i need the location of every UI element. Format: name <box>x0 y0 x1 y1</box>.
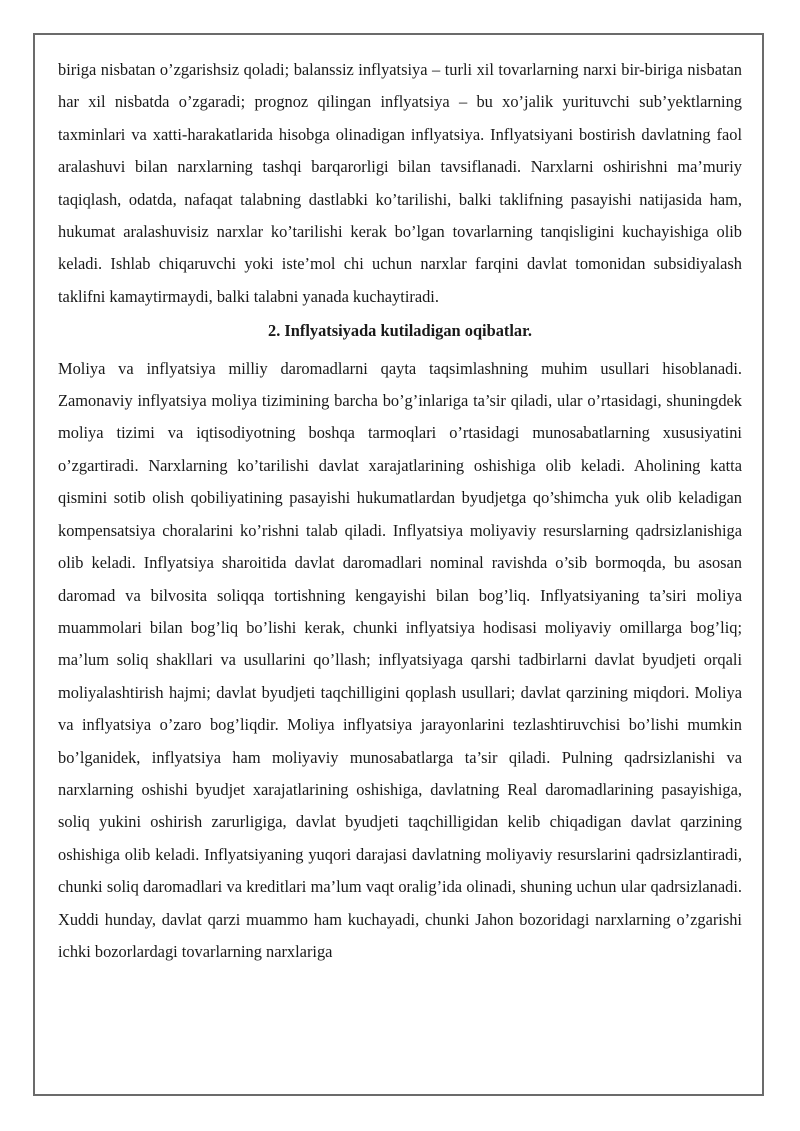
paragraph: biriga nisbatan o’zgarishsiz qoladi; balanssiz inflyatsiya – turli xil tovarlarning narxi bir-biriga nisbatan har xil nisbatda o’zgaradi; prognoz qilingan inflyatsiya – bu xo’jalik yurituvchi sub’yektlarning taxminlari va xatti-harakatlarida hisobga olinadigan inflyatsiya. Inflyatsiyani bostirish davlatning faol aralashuvi bilan narxlarning tashqi barqarorligi bilan tavsiflanadi. Narxlarni oshirishni ma’muriy taqiqlash, odatda, nafaqat talabning dastlabki ko’tarilishi, balki taklifning pasayishi natijasida ham, hukumat aralashuvisiz narxlar ko’tarilishi kerak bo’lgan tovarlarning tanqisligini kuchayishiga olib keladi. Ishlab chiqaruvchi yoki iste’mol chi uchun narxlar farqini davlat tomonidan subsidiyalash taklifni kamaytirmaydi, balki talabni yanada kuchaytiradi. <box>58 60 742 306</box>
section-heading: 2. Inflyatsiyada kutiladigan oqibatlar. <box>268 321 532 341</box>
paragraph: Moliya va inflyatsiya milliy daromadlarni qayta taqsimlashning muhim usullari hisoblanadi. Zamonaviy inflyatsiya moliya tizimining barcha bo’g’inlariga ta’sir qiladi, ular o’rtasidagi, shuningdek moliya tizimi va iqtisodiyotning boshqa tarmoqlari o’rtasidagi munosabatlarning xususiyatini o’zgartiradi. Narxlarning ko’tarilishi davlat xarajatlarining oshishiga olib keladi. Aholining katta qismini sotib olish qobiliyatining pasayishi hukumatlardan byudjetga qo’shimcha yuk olib keladigan kompensatsiya choralarini ko’rishni talab qiladi. Inflyatsiya moliyaviy resurslarning qadrsizlanishiga olib keladi. Inflyatsiya sharoitida davlat daromadlari nominal ravishda o’sib bormoqda, bu asosan daromad va bilvosita soliqqa tortishning kengayishi bilan bog’liq. Inflyatsiyaning ta’siri moliya muammolari bilan bog’liq bo’lishi kerak, chunki inflyatsiya hodisasi moliyaviy omillarga bog’liq; ma’lum soliq shakllari va usullarini qo’llash; inflyatsiyaga qarshi tadbirlarni davlat byudjeti orqali moliyalashtirish hajmi; davlat byudjeti taqchilligini qoplash usullari; davlat qarzining miqdori. Moliya va inflyatsiya o’zaro bog’liqdir. Moliya inflyatsiya jarayonlarini tezlashtiruvchisi bo’lishi mumkin bo’lganidek, inflyatsiya ham moliyaviy munosabatlarga ta’sir qiladi. Pulning qadrsizlanishi va narxlarning oshishi byudjet xarajatlarining oshishiga, davlatning Real daromadlarining pasayishiga, soliq yukini oshirish zarurligiga, davlat byudjeti taqchilligidan kelib chiqadigan davlat qarzining oshishiga olib keladi. Inflyatsiyaning yuqori darajasi davlatning moliyaviy resurslarini qadrsizlantiradi, chunki soliq daromadlari va kreditlari ma’lum vaqt oralig’ida olinadi, shuning uchun ular qadrsizlanadi. Xuddi hunday, davlat qarzi muammo ham kuchayadi, chunki Jahon bozoridagi narxlarning o’zgarishi ichki bozorlardagi tovarlarning narxlariga <box>58 358 742 961</box>
document-body <box>58 54 742 968</box>
